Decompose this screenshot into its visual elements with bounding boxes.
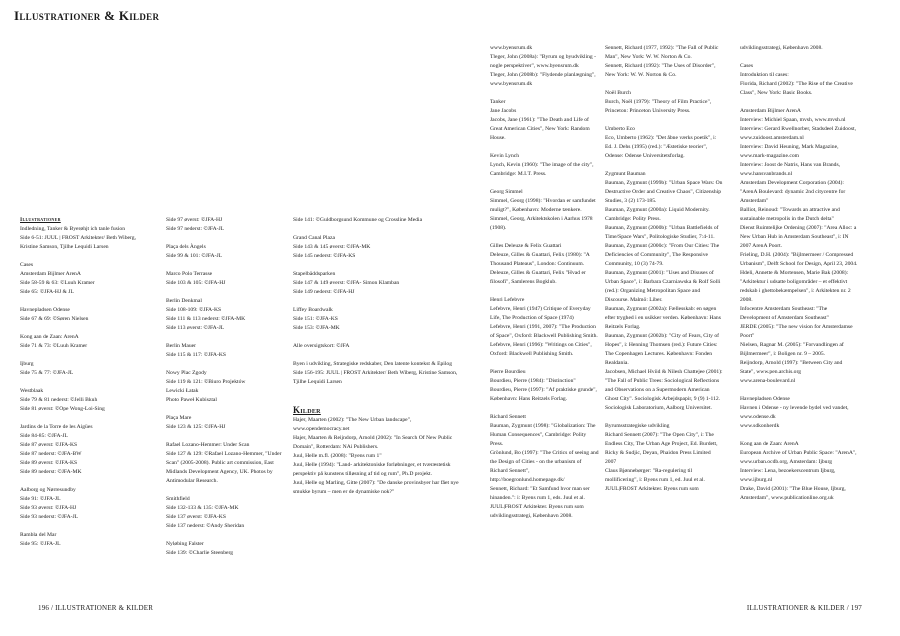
- illustration-entry-line: Side 153: ©JFA-MK: [293, 325, 340, 331]
- illustration-entry-title: Kong aan de Zaan: ArenA: [20, 334, 79, 340]
- illustration-entry-title: Berlin Mauer: [166, 343, 196, 349]
- illustration-entry-title: Jardins de la Torre de les Aigües: [20, 424, 93, 430]
- source-entry-line: Reijndorp, Arnold (1997): "Between City and State", www.pen.archis.org: [740, 360, 843, 375]
- illustration-entry: [166, 495, 286, 531]
- illustration-entry-line: Side 6-51: JUUL | FROST Arkitekter/ Beth Wiberg, Kristine Samson, Tjilhe Lequidi Larsen: [20, 235, 136, 250]
- illustration-entry-line: Amsterdam Bijlmer ArenA: [20, 271, 81, 277]
- illustration-entry: [20, 261, 155, 297]
- sources-list-2: [490, 44, 600, 521]
- source-reference: Juul, Helle og Marling, Gitte (2007): "De danske provinsbyer har fået nye smukke byrum – men er de dynamiske nok?": [293, 480, 459, 495]
- illustration-entry-line: Side 75 & 77: ©JFA-JL: [20, 370, 74, 376]
- source-entry-line: Bauman, Zygmunt (2000a): Liquid Modernity. Cambridge: Polity Press.: [605, 207, 710, 222]
- source-entry-line: Bauman, Zygmunt (1998): "Globalization: The Human Consequences", Cambridge: Polity Press.: [490, 423, 596, 447]
- illustration-entry-line: Side 95: ©JFA-JL: [20, 541, 61, 547]
- source-entry-line: Tleger, John (2008a): "Byrum og byudvikling - nogle perspektiver", www.byensrum.dk: [490, 54, 596, 69]
- source-entry-line: Bourdieu, Pierre (1997): "Af praktiske grunde", København: Hans Reitzels Forlag.: [490, 387, 597, 402]
- footer-left-page-number: 196 / ILLUSTRATIONER & KILDER: [38, 604, 154, 612]
- illustration-entry: [166, 414, 286, 432]
- source-entry: [490, 296, 600, 359]
- source-reference: Hajer, Maarten & Reijndorp, Arnold (2002): "In Search Of New Public Domain", Rotterdam: NAi Publishers.: [293, 435, 453, 450]
- source-entry-title: Kong aan de Zaan: ArenA: [740, 441, 799, 447]
- sources-list-4: [740, 44, 858, 503]
- source-entry-title: Richard Sennett: [490, 414, 526, 420]
- illustrations-column-3: [293, 216, 463, 497]
- illustration-entry-line: Side 91: ©JFA-JL: [20, 496, 61, 502]
- illustration-entry: [166, 540, 286, 558]
- illustration-entry-title: Rambla del Mar: [20, 532, 57, 538]
- source-entry: [740, 62, 858, 98]
- illustration-entry-title: Ijburg: [20, 361, 34, 367]
- illustration-entry-line: Side 65: ©JFA-HJ & JL: [20, 289, 74, 295]
- source-entry-line: Interview: Michiel Spaan, mvsh, www.mvsh.nl: [740, 117, 846, 123]
- illustration-entry: [166, 342, 286, 360]
- illustrations-column-1: [20, 216, 155, 558]
- source-entry-line: Bauman, Zygmunt (1999b): "Urban Space Wars: On Destructive Order and Creative Chaos", Citizenship Studies, 3 (2) 173-185.: [605, 180, 723, 204]
- source-entry-line: Sennett, Richard: "Et Samfund hvor man ser hinanden.": i: Byens rum 1, eds. Juul et al. JUUL|FROST Arkitekter. Byens rum som udviklingsstrategi, København 2008.: [490, 486, 590, 519]
- illustration-entry-line: Side 143 & 145 øverst: ©JFA-MK: [293, 244, 371, 250]
- source-entry-line: Interview: David Heuning, Mark Magazine, www.mark-magazine.com: [740, 144, 839, 159]
- source-entry-line: Richard Sennett (2007): "The Open City", i: The Endless City, The Urban Age Project, Ed. Burdett, Ricky & Sudjic, Deyan, Phaidon Press Limited 2007: [605, 432, 718, 465]
- source-entry-title: www.byensrum.dk: [490, 45, 533, 51]
- illustration-entry-line: Side 119 & 121: ©Biuro Projektów: [166, 379, 246, 385]
- source-entry-line: Florida, Richard (2002): "The Rise of the Creative Class", New York: Basic Books.: [740, 81, 853, 96]
- source-entry-line: Lefebvre, Henri (1991, 2007): "The Production of Space", Oxford: Blackwell Publishing Smith.: [490, 324, 598, 339]
- illustration-entry-line: Side 79 & 81 nederst: ©Jelli Bkuh: [20, 397, 98, 403]
- illustration-entry-line: Side 103 & 105: ©JFA-HJ: [166, 280, 226, 286]
- illustration-entry: [293, 342, 463, 351]
- illustration-entry-line: Side 58-59 & 63: ©Luuh Kramer: [20, 280, 95, 286]
- illustration-entry-line: Side 87 nederst: ©JFA-BW: [20, 451, 82, 457]
- illustration-entry-title: Nowy Plac Zgody: [166, 370, 207, 376]
- source-entry: [490, 413, 600, 521]
- illustration-entry: [20, 387, 155, 414]
- illustration-entry-line: Lewicki Łatak: [166, 388, 199, 394]
- illustration-entry: [293, 306, 463, 333]
- source-entry-line: Tleger, John (2008b): "Flydende planlægning", www.byensrum.dk: [490, 72, 596, 87]
- illustration-entry: [293, 360, 463, 387]
- source-reference: Juul, Helle m.fl. (2008): "Byens rum 1": [293, 453, 382, 459]
- illustration-entry: [20, 423, 155, 477]
- illustration-entry-line: Side 113 øverst: ©JFA-JL: [166, 325, 225, 331]
- source-entry-line: Claus Bjønnebørger: "Ra-regulering til mollificering", i: Byens rum 1, ed. Juul et al. JUUL|FROST Arkitekter. Byens rum som: [605, 468, 705, 492]
- illustration-entry-line: Side 111 & 113 nederst: ©JFA-MK: [166, 316, 246, 322]
- illustration-entry: [166, 369, 286, 405]
- source-entry: [605, 44, 723, 80]
- source-entry-line: Deleuze, Gilles & Guattari, Felix (1980): "A Thousand Plateaus", London: Continuum.: [490, 252, 590, 267]
- illustration-entry-line: Side 147 & 149 øverst: ©JFA- Simon Klamban: [293, 280, 400, 286]
- illustration-entry-line: Side 81 øverst: ©Ope Wong-Loi-Sing: [20, 406, 105, 412]
- illustration-entry-title: Stapelbäddsparken: [293, 271, 336, 277]
- illustration-entry-line: Side 139: ©Charlie Steenberg: [166, 550, 234, 556]
- source-entry-line: Bauman, Zygmunt (2001): "Uses and Disuses of Urban Space", i: Barbara Czarniawska & Rolf Solli (red.): Organizing Metropolitan Space and Discourse. Malmö: Liber.: [605, 270, 721, 303]
- source-entry-line: Infocentre Amsterdam Southeast: "The Development of Amsterdam Southeast": [740, 306, 829, 321]
- source-entry-line: Dienst Ruimtelijke Ordening (2007): "Area Alloc: a New Urban Hub in Amsterdam Southeast", i: IN 2007 ArenA Poort.: [740, 225, 857, 249]
- illustration-entry-line: Photo Paweł Kubisztal: [166, 397, 217, 403]
- source-entry: [605, 170, 723, 413]
- sources-column-4: [740, 44, 858, 512]
- source-entry-title: udviklingsstrategi, København 2008.: [740, 45, 823, 51]
- source-entry-line: Bauman, Zygmunt (2000c): "From Our Cities: The Deficiencies of Community", The Responsive Community, 10 (3) 74-79.: [605, 243, 720, 267]
- source-entry-line: www.sdkonherdk: [740, 423, 780, 429]
- illustration-entry: [293, 216, 463, 225]
- source-entry: [605, 422, 723, 494]
- source-entry-line: Drake, David (2001): "The Blue House, Ijburg, Amsterdam", www.publicationline.org.uk: [740, 486, 846, 501]
- source-entry-title: Amsterdam Bijlmer ArenA: [740, 108, 801, 114]
- illustration-entry: [20, 225, 155, 252]
- source-entry-line: Grönlund, Bo (1997): "The Critics of seeing and the Design of Cities - on the urbanism of Richard Sennett", http://boegronlund.homepage.dk/: [490, 450, 599, 483]
- illustration-entry: [166, 297, 286, 333]
- source-entry-line: Introduktion til cases:: [740, 72, 789, 78]
- illustrations-list-2: [166, 216, 286, 558]
- source-entry-line: Frieling, D.H. (2004): "Bijlmermeer / Compressed Urbanism", Delft School for Design, April 23, 2004.: [740, 252, 858, 267]
- illustration-entry-line: Side 149 nederst: ©JFA-HJ: [293, 289, 355, 295]
- source-entry-title: Byrumsstrategiske udvikling: [605, 423, 670, 429]
- source-entry-title: Cases: [740, 63, 754, 69]
- illustration-entry: [166, 216, 286, 234]
- source-entry-line: Interview: Gerard Rwellnorber, Stadsdeel Zuidoost, www.zuidoost.amsterdam.nl: [740, 126, 856, 141]
- illustration-entry-line: Side 97 nederst: ©JFA-JL: [166, 226, 225, 232]
- source-entry-title: Sennett, Richard (1977, 1992): "The Fall of Public Man", New York: W. W. Norton & Co.: [605, 45, 719, 60]
- source-entry-title: Pierre Bourdieu: [490, 369, 526, 375]
- source-entry-line: Balliot, Reinoud: "Towards an attractive and sustainable metropolis in the Dutch delta": [740, 207, 840, 222]
- source-entry-line: Burch, Noël (1979): "Theory of Film Practice", Princeton: Princeton University Press.: [605, 99, 712, 114]
- illustration-entry: [20, 360, 155, 378]
- illustration-entry-title: Berlin Denkmal: [166, 298, 202, 304]
- source-entry-title: Kevin Lynch: [490, 153, 520, 159]
- illustration-entry-line: Side 123 & 125: ©JFA-HJ: [166, 424, 226, 430]
- source-entry-title: Tanker: [490, 99, 506, 105]
- source-entry: [490, 188, 600, 233]
- illustration-entry-line: Side 108-109: ©JFA-KS: [166, 307, 222, 313]
- illustration-entry-title: Indledning, Tanker & Byerøhjt ich tanle fusion: [20, 226, 125, 232]
- illustration-entry: [166, 441, 286, 486]
- sources-column-3: [605, 44, 723, 503]
- illustration-entry-line: Side 67 & 69: ©Søren Nielsen: [20, 316, 89, 322]
- illustration-entry-title: Plaça Mare: [166, 415, 192, 421]
- source-entry: [490, 368, 600, 404]
- source-entry-line: Bauman, Zygmunt (2000b): "Urban Battlefields of Time/Space Wars", Politologiske Studier, 7:4-11.: [605, 225, 719, 240]
- source-entry-title: Havnepladsen Odense: [740, 396, 790, 402]
- illustration-entry-title: Havnepladsen Odense: [20, 307, 70, 313]
- source-entry-line: Simmel, Georg, Arkitektskolen i Aarhus 1978 (1908).: [490, 216, 593, 231]
- illustration-entry: [166, 270, 286, 288]
- illustration-entry-line: Side 89 øverst: ©JFA-KS: [20, 460, 78, 466]
- source-entry-line: Jacobs, Jane (1961): "The Death and Life of Great American Cities", New York: Random House.: [490, 117, 590, 141]
- illustration-entry-line: Side 89 nederst: ©JFA-MK: [20, 469, 82, 475]
- illustration-entry-title: Liffey Boardwalk: [293, 307, 333, 313]
- source-entry-line: Havnen i Odense - ny levende bydel ved vandet, www.odense.dk: [740, 405, 849, 420]
- illustration-entry-title: Plaça dels Àngels: [166, 244, 206, 250]
- sources-heading: Kilder: [293, 405, 321, 415]
- source-entry-line: Interview: Lena, bezoekerscentrum Ijburg, www.ijburg.nl: [740, 468, 836, 483]
- illustration-entry: [20, 333, 155, 351]
- source-reference: Hajer, Maarten (2002): "The New Urban landscape", www.opendemocracy.net: [293, 417, 412, 432]
- source-reference: Juul, Helle (1994): "Land- arkitektoniske forløbninger, et tværæstetisk perspektiv på kunstens tilløsning af tid og rum", Ph.D projekt.: [293, 462, 451, 477]
- illustration-entry-line: Side 93 nederst: ©JFA-JL: [20, 514, 79, 520]
- illustration-entry-line: Side 93 øverst: ©JFA-HJ: [20, 505, 77, 511]
- illustrations-column-2: [166, 216, 286, 567]
- source-entry-line: Amsterdam Development Corporation (2004): "ArenA Boulevard: dynamic 2nd citycentre for Amsterdam": [740, 180, 846, 204]
- illustration-entry: [20, 486, 155, 522]
- illustration-entry: [166, 243, 286, 261]
- sources-list-3: [605, 44, 723, 494]
- source-entry: [490, 44, 600, 89]
- source-entry-line: Sennett, Richard (1992): "The Uses of Disorder", New York: W. W. Norton & Co.: [605, 63, 716, 78]
- source-entry: [605, 125, 723, 161]
- illustration-entry-title: Side 97 øverst: ©JFA-HJ: [166, 217, 223, 223]
- source-entry: [490, 152, 600, 179]
- illustration-entry-line: Side 132-133 & 135: ©JFA-MK: [166, 505, 239, 511]
- sources-column-2: [490, 44, 600, 530]
- illustration-entry-line: Side 137 øverst: ©JFA-KS: [166, 514, 226, 520]
- source-entry-line: Bauman, Zygmunt (2002a): Fællesskab: en søgen efter tryghed i en usikker verden. København: Hans Reitzels Forlag.: [605, 306, 721, 330]
- source-entry-line: Eco, Umberto (1962): "Det åbne værks poetik", i: Ed. J. Dehs (1995) (red.): "Æstetiske teorier", Odense: Odense Universitetsforlag.: [605, 135, 717, 159]
- page-title: Illustrationer & Kilder: [14, 8, 160, 23]
- source-entry-title: Gilles Deleuze & Felix Guattari: [490, 243, 562, 249]
- source-entry-title: Umberto Eco: [605, 126, 635, 132]
- source-entry-title: Noël Burch: [605, 90, 631, 96]
- source-entry: [490, 98, 600, 143]
- footer-right-page-number: ILLUSTRATIONER & KILDER / 197: [746, 604, 862, 612]
- illustration-entry: [293, 234, 463, 261]
- illustration-entry-line: Side 156-195: JUUL | FROST Arkitekter/ Beth Wiberg, Kristine Samson, Tjilhe Lequidi Larsen: [293, 370, 458, 385]
- source-entry-line: Bourdieu, Pierre (1984): "Distinction": [490, 378, 576, 384]
- illustration-entry-line: Side 71 & 73: ©Luuh Kramer: [20, 343, 88, 349]
- source-entry: [740, 44, 858, 53]
- source-entry-line: www.arena-boulevard.nl: [740, 378, 796, 384]
- source-entry: [740, 395, 858, 431]
- source-entry-title: Georg Simmel: [490, 189, 523, 195]
- source-entry-line: Lynch, Kevin (1960): "The image of the city", Cambridge: M.I.T. Press.: [490, 162, 594, 177]
- illustration-entry-title: Cases: [20, 262, 34, 268]
- source-entry-line: Bauman, Zygmunt (2002b): "City of Fears, City of Hopes", i: Henning Thomsen (red.): Future Cities: The Copenhagen Lectures. København: Fonden Realdania.: [605, 333, 719, 366]
- sources-list-1: [293, 416, 463, 497]
- illustration-entry-line: Side 115 & 117: ©JFA-KS: [166, 352, 226, 358]
- illustration-entry-line: Side 127 & 129: ©Rafael Lozano-Hemmer, "Under Scan" (2005-2008). Public art commission, East Midlands Development Agency, UK. Photos by Antimodular Research.: [166, 451, 282, 484]
- illustrations-list-3: [293, 216, 463, 387]
- source-entry-line: Hdeli, Annette & Mortensen, Marie Bak (2008): "Arkitektur i udsatte boligområder – et effektivt redskab i ghettobekæmpelsen", i: Arkitekten nr. 2 2008.: [740, 270, 851, 303]
- source-entry-title: Zygmunt Bauman: [605, 171, 646, 177]
- illustration-entry-title: Rafael Lozano-Hemmer: Under Scan: [166, 442, 250, 448]
- illustration-entry: [20, 531, 155, 549]
- illustration-entry-title: Grand Canal Plaza: [293, 235, 335, 241]
- source-entry-line: Lefebvre, Henri (1996): "Writings on Cities", Oxford: Blackwell Publishing Smith.: [490, 342, 592, 357]
- source-entry-line: Interview: Joost de Natris, Hans van Brands, www.hansvanbrands.nl: [740, 162, 841, 177]
- illustration-entry-line: Side 137 nederst: ©Andy Sheridan: [166, 523, 245, 529]
- source-entry-title: Henri Lefebvre: [490, 297, 525, 303]
- source-entry-line: Jane Jacobs: [490, 108, 517, 114]
- illustration-entry-title: Alle oversigtskort: ©JFA: [293, 343, 350, 349]
- source-entry-line: JERDE (2005): "The new vision for Amsterdamse Poort": [740, 324, 853, 339]
- illustrations-list-1: [20, 225, 155, 549]
- source-entry: [490, 242, 600, 287]
- illustration-entry-title: Nyløbing Falster: [166, 541, 204, 547]
- source-entry-line: European Archive of Urban Public Space: "ArenA", www.urban.ocdb.org, Amsterdam: Ijburg: [740, 450, 857, 465]
- source-entry: [605, 89, 723, 116]
- source-entry-line: Deleuze, Gilles & Guattari, Felix "Hvad er filosofi", Samlerens Bogklub.: [490, 270, 586, 285]
- source-entry-line: Simmel, Georg (1998): "Hvordan er samfundet muligt?", København: Moderne tænkere.: [490, 198, 596, 213]
- illustration-entry: [293, 270, 463, 297]
- illustration-entry: [20, 306, 155, 324]
- source-entry-line: Nielsen, Ragnar M. (2005): "Forvandlingen af Bijlmermeer", i: Boligen nr. 9 – 2005.: [740, 342, 844, 357]
- source-entry-line: Jacobsen, Michael Hviid & Nilesh Chattejee (2001): "The Fall of Public Trees: Sociological Reflections and Observations on a Supermodern American Ghost City". Sociologisk Arbejdspapir, 9 (9) 1-112. Sociologisk Laboratorium, Aalborg Universitet.: [605, 369, 723, 411]
- illustration-entry-line: Side 151: ©JFA-KS: [293, 316, 338, 322]
- illustration-entry-title: Marco Polo Terrasse: [166, 271, 213, 277]
- illustration-entry-title: Aalborg og Nørresundby: [20, 487, 76, 493]
- illustration-entry-line: Side 145 nederst: ©JFA-KS: [293, 253, 356, 259]
- illustration-entry-title: Westblaak: [20, 388, 44, 394]
- illustration-entry-line: Side 99 & 101: ©JFA-JL: [166, 253, 223, 259]
- source-entry: [740, 107, 858, 386]
- source-entry: [740, 440, 858, 503]
- illustration-entry-title: Byen i udvikling, Strategiske redskaber, Den latente kontekst & Epilog: [293, 361, 453, 367]
- illustrations-heading: Illustrationer: [20, 217, 61, 223]
- illustration-entry-title: Smithfield: [166, 496, 190, 502]
- illustration-entry-line: Side 84-85: ©JFA-JL: [20, 433, 68, 439]
- illustration-entry-line: Side 87 øverst: ©JFA-KS: [20, 442, 78, 448]
- illustration-entry-title: Side 141: ©Guldborgsund Kommune og Crossline Media: [293, 217, 423, 223]
- source-entry-line: Lefebvre, Henri (1947) Critique of Everyday Life, The Production of Space (1974): [490, 306, 591, 321]
